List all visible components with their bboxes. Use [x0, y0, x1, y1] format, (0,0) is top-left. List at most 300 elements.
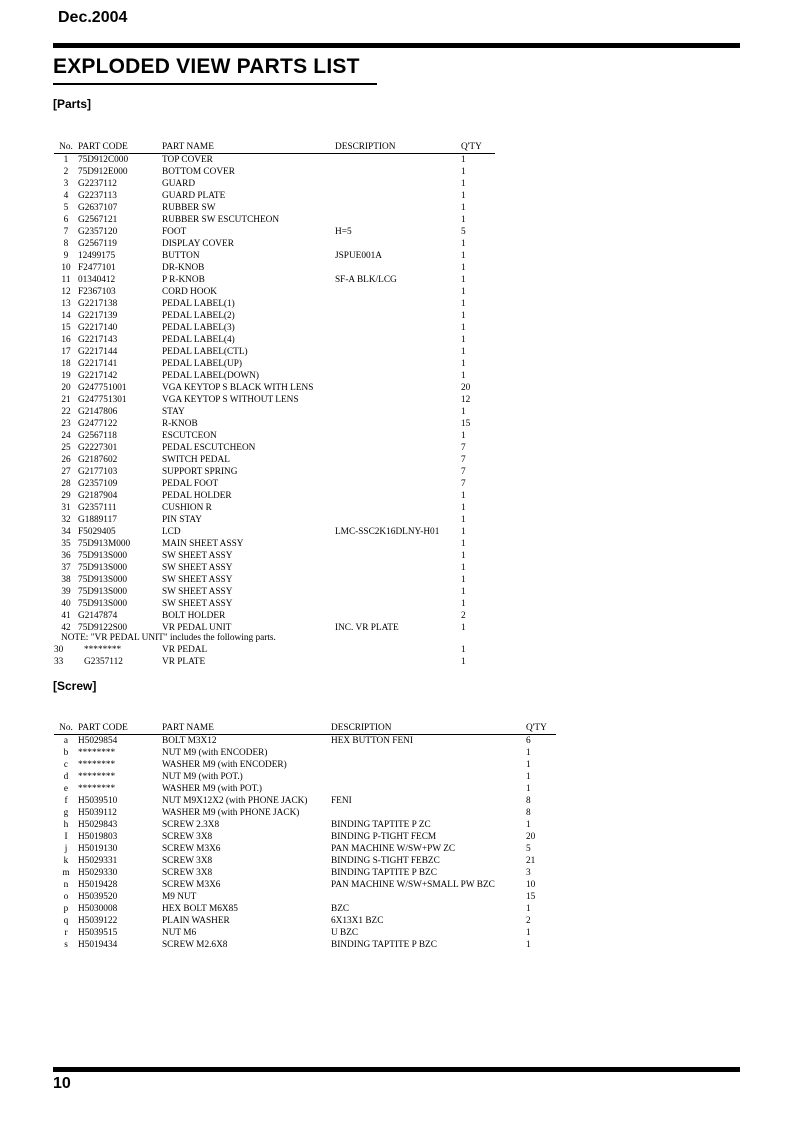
- parts-row: [54, 166, 495, 178]
- cell-part-name: PEDAL ESCUTCHEON: [162, 443, 256, 453]
- cell-part-name: SW SHEET ASSY: [162, 551, 233, 561]
- cell-qty: 15: [526, 892, 536, 902]
- cell-part-code: G2217138: [78, 299, 118, 309]
- parts-row: [54, 370, 495, 382]
- cell-part-code: G2147806: [78, 407, 118, 417]
- cell-qty: 1: [461, 251, 466, 261]
- parts-row: [54, 574, 495, 586]
- cell-no: n: [63, 880, 69, 890]
- parts-row: [54, 346, 495, 358]
- cell-no: 8: [63, 239, 69, 249]
- cell-no: g: [63, 808, 69, 818]
- cell-part-code: G2357111: [78, 503, 117, 513]
- parts-row: [54, 454, 495, 466]
- cell-description: [335, 262, 461, 274]
- cell-description: BZC: [331, 904, 350, 914]
- col-header-description: DESCRIPTION: [331, 722, 526, 735]
- cell-description: [335, 644, 461, 656]
- cell-part-name: PIN STAY: [162, 515, 202, 525]
- cell-description: [331, 891, 526, 903]
- screw-header-row: [54, 722, 556, 735]
- header-date: Dec.2004: [58, 9, 128, 26]
- cell-description: [335, 334, 461, 346]
- cell-qty: 1: [526, 820, 531, 830]
- cell-no: m: [62, 868, 70, 878]
- cell-description: [335, 214, 461, 226]
- parts-row: [54, 430, 495, 442]
- cell-description: [335, 442, 461, 454]
- parts-row: [54, 514, 495, 526]
- screw-row: [54, 927, 556, 939]
- cell-qty: 12: [461, 395, 471, 405]
- parts-row: [54, 502, 495, 514]
- cell-qty: 1: [526, 784, 531, 794]
- parts-body: [54, 154, 495, 635]
- cell-part-code: G2357109: [78, 479, 118, 489]
- cell-part-name: PEDAL LABEL(2): [162, 311, 235, 321]
- cell-no: 17: [61, 347, 71, 357]
- top-rule: [53, 43, 740, 48]
- cell-qty: 7: [461, 467, 466, 477]
- parts-row: [54, 358, 495, 370]
- cell-part-code: G2357120: [78, 227, 118, 237]
- cell-part-code: G2217142: [78, 371, 118, 381]
- cell-part-code: ********: [78, 748, 116, 758]
- cell-no: 5: [63, 203, 69, 213]
- cell-qty: 1: [526, 928, 531, 938]
- cell-qty: 1: [526, 748, 531, 758]
- screw-row: [54, 939, 556, 951]
- cell-no: k: [63, 856, 69, 866]
- cell-part-name: SCREW M3X6: [162, 844, 221, 854]
- screw-row: [54, 759, 556, 771]
- cell-no: 12: [61, 287, 71, 297]
- parts-row: [54, 238, 495, 250]
- cell-description: [335, 538, 461, 550]
- col-header-part-code: PART CODE: [78, 141, 162, 154]
- cell-description: [331, 783, 526, 795]
- cell-part-name: TOP COVER: [162, 155, 213, 165]
- cell-part-code: H5019428: [78, 880, 118, 890]
- cell-no: q: [63, 916, 69, 926]
- cell-no: 40: [61, 599, 71, 609]
- cell-part-name: GUARD PLATE: [162, 191, 226, 201]
- parts-row: [54, 202, 495, 214]
- cell-part-code: H5039520: [78, 892, 118, 902]
- cell-part-code: 75D9122S00: [78, 623, 128, 633]
- cell-description: BINDING P-TIGHT FECM: [331, 832, 437, 842]
- cell-no: 19: [61, 371, 71, 381]
- cell-part-code: G2217139: [78, 311, 118, 321]
- cell-no: 2: [63, 167, 69, 177]
- cell-part-name: NUT M9 (with POT.): [162, 772, 243, 782]
- screw-body: [54, 735, 556, 952]
- cell-no: d: [63, 772, 69, 782]
- screw-row: [54, 855, 556, 867]
- cell-part-name: VGA KEYTOP S WITHOUT LENS: [162, 395, 299, 405]
- cell-part-name: CUSHION R: [162, 503, 212, 513]
- cell-qty: 1: [461, 645, 466, 655]
- cell-part-name: RUBBER SW: [162, 203, 216, 213]
- cell-part-code: H5039122: [78, 916, 118, 926]
- parts-table: [54, 141, 495, 634]
- cell-description: [335, 406, 461, 418]
- cell-no: 28: [61, 479, 71, 489]
- cell-no: r: [64, 928, 68, 938]
- cell-no: 11: [61, 275, 71, 285]
- cell-part-name: GUARD: [162, 179, 196, 189]
- cell-part-code: G2567118: [78, 431, 117, 441]
- cell-part-name: WASHER M9 (with PHONE JACK): [162, 808, 300, 818]
- cell-part-name: BOLT HOLDER: [162, 611, 226, 621]
- parts-row: [54, 262, 495, 274]
- cell-no: 34: [61, 527, 71, 537]
- cell-description: [331, 759, 526, 771]
- cell-qty: 1: [461, 335, 466, 345]
- cell-qty: 1: [461, 623, 466, 633]
- cell-no: 32: [61, 515, 71, 525]
- cell-description: [335, 550, 461, 562]
- parts-row: [54, 406, 495, 418]
- parts-row: [54, 538, 495, 550]
- cell-part-name: PEDAL FOOT: [162, 479, 219, 489]
- cell-no: c: [63, 760, 69, 770]
- cell-description: [335, 370, 461, 382]
- parts-row: [54, 178, 495, 190]
- cell-no: 6: [63, 215, 69, 225]
- cell-no: a: [63, 736, 69, 746]
- cell-description: [335, 514, 461, 526]
- cell-part-code: G247751301: [78, 395, 127, 405]
- cell-qty: 1: [461, 539, 466, 549]
- cell-description: [335, 656, 461, 668]
- cell-part-code: G2357112: [84, 657, 123, 667]
- parts-row: [54, 298, 495, 310]
- cell-no: b: [63, 748, 69, 758]
- cell-part-name: PEDAL LABEL(3): [162, 323, 235, 333]
- cell-qty: 1: [461, 167, 466, 177]
- cell-part-code: H5029330: [78, 868, 118, 878]
- cell-qty: 3: [526, 868, 531, 878]
- cell-part-name: SCREW 3X8: [162, 832, 213, 842]
- cell-description: [335, 490, 461, 502]
- cell-description: [335, 310, 461, 322]
- col-header-qty: Q'TY: [526, 722, 556, 735]
- cell-part-name: R-KNOB: [162, 419, 198, 429]
- cell-description: [335, 394, 461, 406]
- cell-part-code: ********: [78, 760, 116, 770]
- screw-row: [54, 735, 556, 748]
- cell-part-code: H5039515: [78, 928, 118, 938]
- cell-no: 13: [61, 299, 71, 309]
- cell-part-code: 75D913S000: [78, 599, 128, 609]
- cell-qty: 1: [526, 904, 531, 914]
- parts-row: [54, 394, 495, 406]
- cell-no: 4: [63, 191, 69, 201]
- cell-description: BINDING S-TIGHT FEBZC: [331, 856, 440, 866]
- parts-row: [54, 322, 495, 334]
- cell-qty: 1: [461, 155, 466, 165]
- cell-description: [335, 382, 461, 394]
- cell-qty: 1: [526, 772, 531, 782]
- screw-row: [54, 867, 556, 879]
- cell-part-code: G2217140: [78, 323, 118, 333]
- cell-no: 1: [63, 155, 69, 165]
- cell-part-code: H5019434: [78, 940, 118, 950]
- cell-part-code: 01340412: [78, 275, 116, 285]
- cell-qty: 2: [526, 916, 531, 926]
- cell-qty: 1: [461, 347, 466, 357]
- cell-qty: 20: [526, 832, 536, 842]
- cell-description: [335, 190, 461, 202]
- cell-qty: 1: [461, 491, 466, 501]
- cell-part-code: G2187904: [78, 491, 118, 501]
- cell-part-name: NUT M6: [162, 928, 197, 938]
- cell-qty: 1: [461, 239, 466, 249]
- cell-no: 9: [63, 251, 69, 261]
- cell-description: PAN MACHINE W/SW+SMALL PW BZC: [331, 880, 495, 890]
- cell-no: s: [64, 940, 68, 950]
- cell-description: SF-A BLK/LCG: [335, 275, 397, 285]
- cell-description: [335, 154, 461, 167]
- cell-description: [335, 298, 461, 310]
- cell-description: FENI: [331, 796, 352, 806]
- cell-qty: 1: [461, 203, 466, 213]
- cell-part-name: FOOT: [162, 227, 187, 237]
- cell-part-name: SW SHEET ASSY: [162, 563, 233, 573]
- cell-no: e: [63, 784, 69, 794]
- cell-description: LMC-SSC2K16DLNY-H01: [335, 527, 440, 537]
- cell-part-name: PEDAL LABEL(UP): [162, 359, 242, 369]
- parts-row: [54, 190, 495, 202]
- cell-qty: 1: [526, 760, 531, 770]
- cell-description: BINDING TAPTITE P BZC: [331, 940, 437, 950]
- cell-part-code: 75D913S000: [78, 563, 128, 573]
- cell-qty: 1: [461, 263, 466, 273]
- cell-qty: 1: [461, 575, 466, 585]
- cell-description: [335, 562, 461, 574]
- cell-part-name: DISPLAY COVER: [162, 239, 234, 249]
- cell-no: 37: [61, 563, 71, 573]
- cell-no: 39: [61, 587, 71, 597]
- cell-part-name: SCREW 3X8: [162, 856, 213, 866]
- cell-description: U BZC: [331, 928, 359, 938]
- cell-no: 24: [61, 431, 71, 441]
- screw-row: [54, 891, 556, 903]
- cell-description: [335, 238, 461, 250]
- cell-part-code: G2217141: [78, 359, 118, 369]
- cell-description: BINDING TAPTITE P BZC: [331, 868, 437, 878]
- screw-row: [54, 795, 556, 807]
- cell-part-code: G2217143: [78, 335, 118, 345]
- cell-part-name: WASHER M9 (with ENCODER): [162, 760, 287, 770]
- col-header-part-name: PART NAME: [162, 722, 331, 735]
- cell-no: o: [63, 892, 69, 902]
- cell-description: [331, 771, 526, 783]
- cell-part-name: DR-KNOB: [162, 263, 205, 273]
- cell-no: 27: [61, 467, 71, 477]
- cell-qty: 1: [461, 407, 466, 417]
- cell-qty: 15: [461, 419, 471, 429]
- cell-description: [335, 598, 461, 610]
- parts-row: [54, 418, 495, 430]
- cell-part-code: H5039112: [78, 808, 117, 818]
- cell-part-code: 75D913S000: [78, 551, 128, 561]
- cell-description: [335, 322, 461, 334]
- screw-row: [54, 915, 556, 927]
- cell-qty: 5: [461, 227, 466, 237]
- parts-header-row: [54, 141, 495, 154]
- cell-part-name: WASHER M9 (with POT.): [162, 784, 263, 794]
- screw-row: [54, 747, 556, 759]
- cell-no: 31: [61, 503, 71, 513]
- col-header-no: No.: [54, 722, 78, 735]
- cell-part-code: H5029843: [78, 820, 118, 830]
- parts-row: [54, 478, 495, 490]
- cell-part-code: H5039510: [78, 796, 118, 806]
- cell-part-name: PEDAL LABEL(CTL): [162, 347, 248, 357]
- cell-part-name: HEX BOLT M6X85: [162, 904, 238, 914]
- col-header-part-name: PART NAME: [162, 141, 335, 154]
- cell-no: j: [64, 844, 68, 854]
- cell-part-code: G2227301: [78, 443, 118, 453]
- cell-no: 15: [61, 323, 71, 333]
- cell-description: [335, 178, 461, 190]
- sub-parts-table: [54, 644, 495, 668]
- cell-qty: 1: [461, 599, 466, 609]
- cell-part-name: PEDAL LABEL(1): [162, 299, 235, 309]
- cell-description: [335, 358, 461, 370]
- cell-description: H=5: [335, 227, 352, 237]
- screw-row: [54, 903, 556, 915]
- cell-no: 7: [63, 227, 69, 237]
- cell-part-code: 75D913S000: [78, 587, 128, 597]
- cell-part-name: VGA KEYTOP S BLACK WITH LENS: [162, 383, 314, 393]
- screw-row: [54, 783, 556, 795]
- cell-part-code: 75D912E000: [78, 167, 128, 177]
- cell-description: [335, 466, 461, 478]
- parts-row: [54, 466, 495, 478]
- cell-description: [335, 586, 461, 598]
- cell-description: 6X13X1 BZC: [331, 916, 384, 926]
- parts-row: [54, 310, 495, 322]
- cell-no: 14: [61, 311, 71, 321]
- cell-qty: 1: [461, 515, 466, 525]
- cell-part-name: M9 NUT: [162, 892, 197, 902]
- cell-part-code: H5019803: [78, 832, 118, 842]
- cell-description: [335, 346, 461, 358]
- cell-part-code: G2237112: [78, 179, 117, 189]
- cell-description: HEX BUTTON FENI: [331, 736, 413, 746]
- cell-part-code: G1889117: [78, 515, 117, 525]
- sub-parts-row: [54, 656, 495, 668]
- cell-description: [335, 202, 461, 214]
- cell-qty: 1: [461, 551, 466, 561]
- parts-row: [54, 154, 495, 167]
- cell-description: [335, 574, 461, 586]
- parts-row: [54, 226, 495, 238]
- col-header-part-code: PART CODE: [78, 722, 162, 735]
- cell-qty: 21: [526, 856, 536, 866]
- cell-qty: 1: [461, 503, 466, 513]
- cell-part-name: MAIN SHEET ASSY: [162, 539, 244, 549]
- cell-qty: 8: [526, 808, 531, 818]
- sub-parts-body: [54, 644, 495, 668]
- cell-qty: 5: [526, 844, 531, 854]
- screw-row: [54, 819, 556, 831]
- cell-part-code: G2567119: [78, 239, 117, 249]
- cell-no: 16: [61, 335, 71, 345]
- cell-no: 35: [61, 539, 71, 549]
- screw-row: [54, 879, 556, 891]
- page-number: 10: [53, 1075, 71, 1092]
- cell-no: 41: [61, 611, 71, 621]
- parts-row: [54, 382, 495, 394]
- cell-description: [335, 454, 461, 466]
- cell-qty: 1: [461, 299, 466, 309]
- cell-description: [335, 502, 461, 514]
- cell-qty: 1: [461, 527, 466, 537]
- cell-part-code: G2477122: [78, 419, 118, 429]
- cell-part-code: G247751001: [78, 383, 127, 393]
- cell-no: 29: [61, 491, 71, 501]
- cell-qty: 6: [526, 736, 531, 746]
- cell-part-name: SUPPORT SPRING: [162, 467, 238, 477]
- cell-description: BINDING TAPTITE P ZC: [331, 820, 431, 830]
- cell-part-name: SCREW 2.3X8: [162, 820, 220, 830]
- cell-qty: 1: [461, 587, 466, 597]
- cell-part-name: BOTTOM COVER: [162, 167, 235, 177]
- cell-part-name: STAY: [162, 407, 185, 417]
- cell-no: 36: [61, 551, 71, 561]
- parts-row: [54, 562, 495, 574]
- cell-no: 20: [61, 383, 71, 393]
- cell-part-name: CORD HOOK: [162, 287, 218, 297]
- cell-description: [335, 478, 461, 490]
- parts-row: [54, 334, 495, 346]
- cell-qty: 1: [461, 431, 466, 441]
- cell-qty: 1: [461, 359, 466, 369]
- cell-description: [335, 286, 461, 298]
- cell-qty: 1: [461, 215, 466, 225]
- cell-qty: 10: [526, 880, 536, 890]
- cell-description: [335, 610, 461, 622]
- cell-no: 3: [63, 179, 69, 189]
- cell-no: I: [64, 832, 68, 842]
- cell-part-name: VR PLATE: [162, 657, 206, 667]
- cell-part-name: NUT M9X12X2 (with PHONE JACK): [162, 796, 308, 806]
- sub-parts-row: [54, 644, 495, 656]
- cell-no: f: [64, 796, 68, 806]
- cell-no: 38: [61, 575, 71, 585]
- cell-part-code: ********: [78, 772, 116, 782]
- cell-part-code: G2177103: [78, 467, 118, 477]
- cell-part-code: F2477101: [78, 263, 116, 273]
- parts-row: [54, 214, 495, 226]
- screw-row: [54, 843, 556, 855]
- cell-no: 25: [61, 443, 71, 453]
- parts-row: [54, 274, 495, 286]
- cell-qty: 20: [461, 383, 471, 393]
- parts-row: [54, 550, 495, 562]
- cell-part-name: PEDAL LABEL(4): [162, 335, 235, 345]
- cell-part-code: G2217144: [78, 347, 118, 357]
- cell-part-code: G2237113: [78, 191, 117, 201]
- cell-part-code: 75D912C000: [78, 155, 129, 165]
- cell-part-name: ESCUTCEON: [162, 431, 217, 441]
- cell-part-name: SW SHEET ASSY: [162, 575, 233, 585]
- cell-description: [331, 747, 526, 759]
